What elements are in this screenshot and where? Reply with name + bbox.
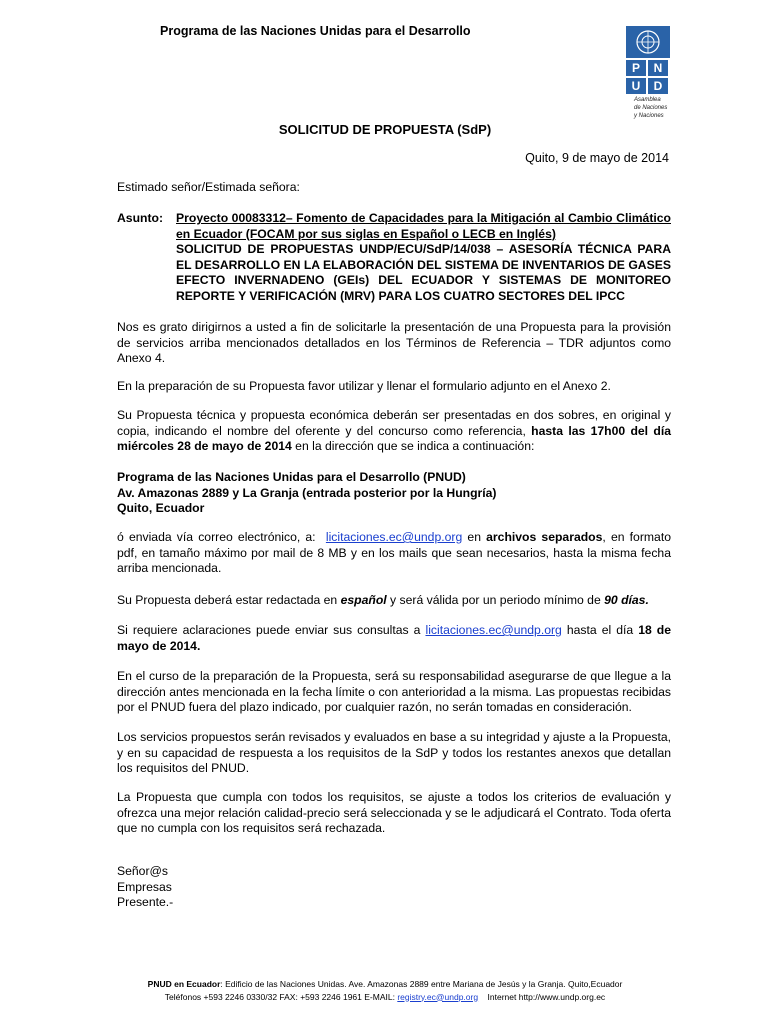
footer-address: : Edificio de las Naciones Unidas. Ave. Amazonas 2889 entre Mariana de Jesús y la Granja. Quito,Ecuador (220, 979, 623, 989)
organization-header: Programa de las Naciones Unidas para el Desarrollo (160, 24, 471, 38)
email-link[interactable]: licitaciones.ec@undp.org (425, 623, 562, 637)
footer-phones: Teléfonos +593 2246 0330/32 FAX: +593 2246 1961 E-MAIL: (164, 991, 398, 1002)
footer-line-1 (0, 978, 770, 991)
address-line: Quito, Ecuador (117, 501, 205, 516)
logo-caption (634, 96, 667, 120)
deadline-text: hasta las 17h00 del día miércoles 28 de mayo de 2014 (117, 423, 671, 454)
text-span: en (291, 439, 309, 454)
paragraph-evaluation: Los servicios propuestos serán revisados y evaluados en base a su integridad y ajuste a la Propuesta, y en su capacidad de respuesta a los requisitos de la SdP y todos los restantes anexos que detallan los requisitos del PNUD. (117, 730, 671, 776)
footer-web: Internet http://www.undp.org.ec (478, 991, 606, 1002)
subject-label: Asunto: (117, 211, 164, 225)
page-footer (0, 978, 770, 1003)
separate-files-text: archivos separados (486, 530, 603, 544)
language-text: español (340, 593, 387, 607)
paragraph-clarifications (117, 623, 671, 654)
undp-logo (626, 26, 670, 94)
logo-caption-line: de Naciones (634, 105, 668, 111)
footer-line-2 (0, 991, 770, 1004)
subject-request: SOLICITUD DE PROPUESTAS UNDP/ECU/SdP/14/038 – ASESORÍA TÉCNICA PARA EL DESARROLLO EN LA ELABORACIÓN DEL SISTEMA DE INVENTARIOS DE GASES EFECTO INVERNADENO (GEIs) DEL ECUADOR Y SISTEMAS DE MONITOREO REPORTE Y VERIFICACIÓN (MRV) PARA LOS CUATRO SECTORES DEL IPCC (176, 242, 671, 303)
logo-letter: N (648, 60, 668, 76)
closing-line: Presente.- (117, 895, 174, 910)
greeting: Estimado señor/Estimada señora: (117, 180, 300, 194)
address-line: Av. Amazonas 2889 y La Granja (entrada posterior por la Hungría) (117, 485, 497, 500)
closing-line: Señor@s (117, 864, 168, 878)
logo-letter: P (626, 60, 646, 76)
address-block (117, 470, 671, 517)
subject-body (176, 211, 671, 305)
document-date: Quito, 9 de mayo de 2014 (525, 151, 669, 165)
text-span: Su Propuesta técnica y propuesta económica deberán ser presentadas en dos sobres, en original y copia, indicando el nombre del oferente y del concurso como referencia, (117, 408, 671, 438)
text-span: , en formato pdf, en tamaño máximo por mail de 8 MB y en los mails que sean necesarios, hasta la misma fecha arriba mencionada. (117, 530, 671, 576)
paragraph-award: La Propuesta que cumpla con todos los requisitos, se ajuste a todos los criterios de evaluación y ofrezca una mejor relación calidad-precio será seleccionada y se le adjudicará el Contrato. Toda oferta que no cumpla con los requisitos será rechazada. (117, 790, 671, 836)
logo-letter: U (626, 78, 646, 94)
logo-caption-line: y Naciones (634, 113, 664, 119)
validity-text: 90 días. (604, 593, 649, 607)
footer-email-link[interactable]: registry.ec@undp.org (397, 991, 479, 1002)
text-span: hasta el día (561, 623, 639, 637)
paragraph-language (117, 593, 671, 609)
document-title: SOLICITUD DE PROPUESTA (SdP) (278, 122, 492, 137)
footer-label: PNUD en Ecuador (147, 979, 221, 989)
logo-caption-line: Asamblea (634, 97, 661, 103)
text-span: la dirección que se indica a continuación: (308, 439, 535, 454)
text-span: ó enviada vía correo electrónico, a: (117, 530, 316, 544)
closing-line: Empresas (117, 879, 172, 894)
closing-block (117, 864, 671, 911)
paragraph-intro: Nos es grato dirigirnos a usted a fin de solicitarle la presentación de una Propuesta para la provisión de servicios arriba mencionados detallados en los Términos de Referencia – TDR adjuntos como Anexo 4. (117, 320, 671, 366)
logo-letter: D (648, 78, 668, 94)
paragraph-form: En la preparación de su Propuesta favor utilizar y llenar el formulario adjunto en el Anexo 2. (117, 379, 611, 393)
address-line: Programa de las Naciones Unidas para el Desarrollo (PNUD) (117, 470, 466, 484)
text-span: Si requiere aclaraciones puede enviar sus consultas a (117, 623, 426, 637)
subject-project: Proyecto 00083312– Fomento de Capacidades para la Mitigación al Cambio Climático en Ecuador (FOCAM por sus siglas en Español o LECB en Inglés) (176, 211, 671, 241)
text-span: y será válida por un periodo mínimo de (386, 593, 605, 607)
paragraph-submission (117, 408, 671, 455)
text-span: Su Propuesta deberá estar redactada en (117, 593, 341, 607)
email-link[interactable]: licitaciones.ec@undp.org (325, 530, 463, 544)
paragraph-responsibility: En el curso de la preparación de la Propuesta, será su responsabilidad asegurarse de que llegue a la dirección antes mencionada en la fecha límite o con anterioridad a la misma. Las propuestas recibidas por el PNUD fuera del plazo indicado, por cualquier razón, no serán tomadas en consideración. (117, 669, 671, 715)
text-span: en (462, 530, 487, 544)
paragraph-email (117, 530, 671, 577)
clarification-deadline: 18 de mayo de 2014. (117, 623, 671, 653)
un-emblem-icon (626, 26, 670, 58)
subject-block (117, 211, 671, 305)
